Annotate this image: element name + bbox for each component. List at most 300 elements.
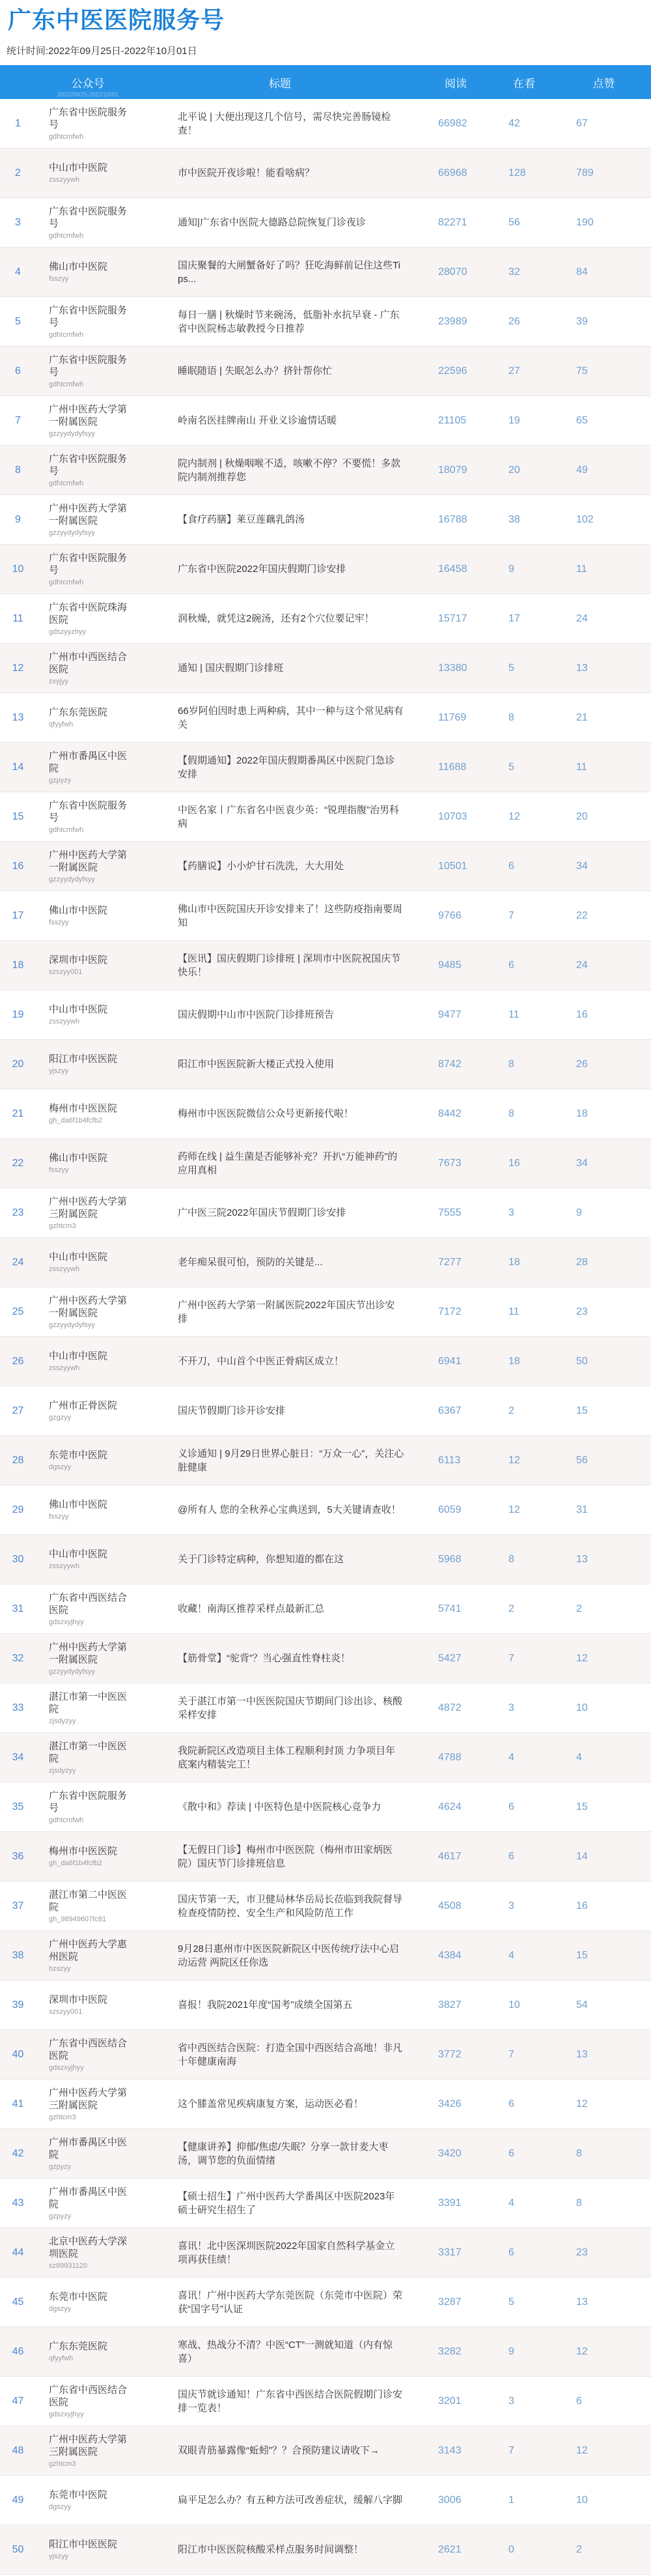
watching-count: 3 <box>508 2395 514 2407</box>
table-row <box>0 891 651 941</box>
title-cell <box>140 1404 420 1418</box>
watching-count: 42 <box>508 117 520 129</box>
watching-count: 11 <box>508 1306 519 1317</box>
likes-count: 15 <box>576 1949 588 1961</box>
account-name: 广州中医药大学第一附属医院 <box>49 849 128 873</box>
article-title-link[interactable]: 喜报！我院2021年度“国考”成绩全国第五 <box>178 1999 353 2011</box>
article-title-link[interactable]: 国庆聚餐的大闸蟹备好了吗？狂吃海鲜前记住这些Tips... <box>178 259 400 285</box>
title-cell <box>140 259 420 286</box>
title-cell <box>140 754 420 781</box>
account-cell <box>36 1790 140 1825</box>
likes-count: 39 <box>576 315 588 327</box>
table-row <box>0 149 651 198</box>
title-cell <box>140 1800 420 1814</box>
account-id: gdszxyjhyy <box>49 2410 84 2418</box>
row-rank: 13 <box>12 711 24 723</box>
table-row <box>0 1287 651 1337</box>
account-cell <box>36 304 140 339</box>
reads-count: 10501 <box>438 860 467 872</box>
reads-count: 3827 <box>438 1999 462 2011</box>
article-title-link[interactable]: 不开刀，中山首个中医正骨病区成立！ <box>178 1356 344 1367</box>
watching-count: 38 <box>508 513 520 525</box>
article-title-link[interactable]: 北平说 | 大便出现这几个信号，需尽快完善肠镜检查！ <box>178 111 391 136</box>
likes-count: 4 <box>576 1751 582 1763</box>
article-title-link[interactable]: 义诊通知 | 9月29日世界心脏日：“万众一心”，关注心脏健康 <box>178 1448 404 1473</box>
article-title-link[interactable]: 岭南名医挂牌南山 开业义诊逾情话暖 <box>178 415 337 426</box>
reads-count: 7555 <box>438 1207 462 1218</box>
account-id: qfyyfwh <box>49 2354 74 2362</box>
account-name: 广东省中医院服务号 <box>49 106 128 130</box>
account-id: gh_da6f1b4fcfb2 <box>49 1859 102 1867</box>
title-cell <box>140 2190 420 2217</box>
watching-count: 9 <box>508 2345 514 2357</box>
reads-count: 9766 <box>438 909 462 921</box>
article-title-link[interactable]: 市中医院开夜诊啦！能看啥病？ <box>178 167 315 179</box>
likes-count: 23 <box>576 1306 588 1317</box>
reads-count: 3391 <box>438 2197 462 2209</box>
account-id: gzzyydydyfsyy <box>49 429 95 438</box>
article-title-link[interactable]: 我院新院区改造项目主体工程顺利封顶 力争项目年底案内精装完工！ <box>178 1745 396 1770</box>
table-row <box>0 2278 651 2327</box>
account-cell <box>36 1994 140 2016</box>
stat-period: 统计时间:2022年09月25日-2022年10月01日 <box>7 46 197 57</box>
table-row <box>0 990 651 1040</box>
row-rank: 19 <box>12 1009 24 1020</box>
title-cell <box>140 513 420 526</box>
article-title-link[interactable]: 【药膳说】小小炉甘石洗洗，大大用处 <box>178 861 344 872</box>
article-title-link[interactable]: 广州中医药大学第一附属医院2022年国庆节出诊安排 <box>178 1299 395 1324</box>
account-cell <box>36 1740 140 1775</box>
article-title-link[interactable]: 【硕士招生】广州中医药大学番禺区中医院2023年硕士研究生招生了 <box>178 2190 395 2216</box>
likes-count: 34 <box>576 860 588 872</box>
title-cell <box>140 704 420 732</box>
account-id: gzpyzy <box>49 2212 72 2220</box>
account-id: gdhtcmfwh <box>49 1816 84 1824</box>
article-title-link[interactable]: 【筋骨堂】“驼背”？当心强直性脊柱炎！ <box>178 1653 350 1664</box>
account-name: 北京中医药大学深圳医院 <box>49 2235 128 2259</box>
likes-count: 13 <box>576 2296 588 2308</box>
row-rank: 17 <box>12 909 24 921</box>
account-name: 广州市中西医结合医院 <box>49 651 128 675</box>
title-cell <box>140 110 420 137</box>
title-cell <box>140 1602 420 1616</box>
table-row <box>0 2030 651 2080</box>
article-title-link[interactable]: 每日一膳 | 秋燥时节来碗汤，低脂补水抗早衰 - 广东省中医院杨志敏教授今日推荐 <box>178 309 400 334</box>
account-id: gzzyydydyfsyy <box>49 1321 95 1329</box>
title-cell <box>140 1008 420 1022</box>
article-title-link[interactable]: 老年痴呆很可怕，预防的关键是... <box>178 1257 323 1268</box>
table-row <box>0 2327 651 2377</box>
table-row <box>0 1089 651 1139</box>
table-row <box>0 198 651 248</box>
header-likes: 点赞 <box>592 77 615 90</box>
table-row <box>0 1683 651 1733</box>
row-rank: 24 <box>12 1256 24 1268</box>
watching-count: 5 <box>508 2296 514 2308</box>
table-row <box>0 2525 651 2575</box>
table-row <box>0 99 651 149</box>
reads-count: 4384 <box>438 1949 462 1961</box>
account-cell <box>36 601 140 637</box>
account-name: 广州中医药大学惠州医院 <box>49 1938 128 1962</box>
title-cell <box>140 1942 420 1969</box>
likes-count: 12 <box>576 1652 588 1664</box>
account-name: 广州中医药大学第一附属医院 <box>49 502 128 526</box>
row-rank: 25 <box>12 1306 24 1317</box>
article-title-link[interactable]: 润秋燥，就凭这2碗汤，还有2个穴位要记牢！ <box>178 613 374 624</box>
likes-count: 56 <box>576 1454 588 1466</box>
watching-count: 6 <box>508 860 514 872</box>
account-cell <box>36 2037 140 2072</box>
article-title-link[interactable]: 阳江市中医医院核酸采样点服务时间调整！ <box>178 2544 364 2555</box>
title-cell <box>140 952 420 979</box>
watching-count: 17 <box>508 612 520 624</box>
article-title-link[interactable]: 寒战、热战分不清？中医“CT”一测就知道（内有惊喜） <box>178 2339 393 2364</box>
table-header <box>0 65 651 99</box>
watching-count: 1 <box>508 2494 514 2506</box>
account-name: 广州市正骨医院 <box>49 1400 118 1411</box>
row-rank: 6 <box>15 365 21 377</box>
account-name: 梅州市中医医院 <box>49 1103 118 1114</box>
row-rank: 10 <box>12 563 24 575</box>
account-id: gdszxyjhyy <box>49 2063 84 2072</box>
account-id: gdszyyzhyy <box>49 627 86 636</box>
account-id: gdszxyjhyy <box>49 1618 84 1626</box>
reads-count: 4508 <box>438 1900 462 1911</box>
account-name: 广东省中医院服务号 <box>49 205 128 229</box>
reads-count: 82271 <box>438 216 467 228</box>
article-title-link[interactable]: 收藏！南海区推荐采样点最新汇总 <box>178 1603 325 1614</box>
title-cell <box>140 364 420 378</box>
likes-count: 13 <box>576 1553 588 1565</box>
account-id: zsszyywh <box>49 1364 80 1372</box>
account-id: szszyy001 <box>49 968 83 976</box>
article-title-link[interactable]: 【食疗药膳】莱豆莲藕乳鸽汤 <box>178 514 305 525</box>
title-cell <box>140 1652 420 1665</box>
article-title-link[interactable]: 通知|广东省中医院大德路总院恢复门诊夜诊 <box>178 217 366 228</box>
row-rank: 1 <box>15 117 21 129</box>
watching-count: 3 <box>508 1207 514 1218</box>
reads-count: 3420 <box>438 2147 462 2159</box>
table-row <box>0 2377 651 2426</box>
table-row <box>0 941 651 990</box>
reads-count: 6059 <box>438 1504 462 1515</box>
row-rank: 32 <box>12 1652 24 1664</box>
account-cell <box>36 453 140 488</box>
title-cell <box>140 1150 420 1177</box>
table-row <box>0 248 651 297</box>
reads-count: 7673 <box>438 1157 462 1169</box>
reads-count: 6941 <box>438 1355 462 1367</box>
row-rank: 31 <box>12 1603 24 1614</box>
table-row <box>0 1931 651 1981</box>
reads-count: 5427 <box>438 1652 462 1664</box>
article-title-link[interactable]: 国庆节就诊通知！广东省中西医结合医院假期门诊安排一览表！ <box>178 2388 403 2414</box>
title-cell <box>140 2140 420 2168</box>
article-title-link[interactable]: 关于湛江市第一中医医院国庆节期间门诊出诊、核酸采样安排 <box>178 1695 403 1721</box>
row-rank: 37 <box>12 1900 24 1911</box>
row-rank: 49 <box>12 2494 24 2506</box>
row-rank: 29 <box>12 1504 24 1515</box>
likes-count: 26 <box>576 1058 588 1070</box>
account-id: gzhtcm3 <box>49 1222 76 1230</box>
row-rank: 15 <box>12 810 24 822</box>
account-id: gh_98949607fc81 <box>49 1915 107 1923</box>
likes-count: 9 <box>576 1207 582 1218</box>
article-title-link[interactable]: 院内制剂 | 秋燥咽喉不适，咳嗽不停？不要慌！多款院内制剂推荐您 <box>178 457 401 483</box>
watching-count: 4 <box>508 1751 514 1763</box>
table-row <box>0 792 651 842</box>
watching-count: 4 <box>508 1949 514 1961</box>
watching-count: 6 <box>508 1850 514 1862</box>
article-title-link[interactable]: 9月28日惠州市中医医院新院区中医传统疗法中心启动运营 两院区任你选 <box>178 1943 400 1968</box>
likes-count: 28 <box>576 1256 588 1268</box>
account-name: 中山市中医院 <box>49 1252 108 1263</box>
row-rank: 45 <box>12 2296 24 2308</box>
account-name: 广州市番禺区中医院 <box>49 2186 128 2210</box>
account-cell <box>36 2340 140 2363</box>
reads-count: 21105 <box>438 414 467 426</box>
reads-count: 2621 <box>438 2543 462 2555</box>
article-title-link[interactable]: 国庆假期中山市中医院门诊排班预告 <box>178 1009 335 1020</box>
account-name: 广东省中医院服务号 <box>49 552 128 576</box>
article-title-link[interactable]: 药师在线 | 益生菌是否能够补充？开扒“万能神药”的应用真相 <box>178 1151 398 1176</box>
article-title-link[interactable]: 广东省中医院2022年国庆假期门诊安排 <box>178 564 346 575</box>
reads-count: 7172 <box>438 1306 462 1317</box>
article-title-link[interactable]: 梅州市中医医院微信公众号更新接代啦！ <box>178 1108 354 1119</box>
watching-count: 128 <box>508 167 526 179</box>
row-rank: 26 <box>12 1355 24 1367</box>
table-row <box>0 842 651 891</box>
article-title-link[interactable]: 【无假日门诊】梅州市中医医院（梅州市田家炳医院）国庆节门诊排班信息 <box>178 1844 393 1869</box>
article-title-link[interactable]: 【假期通知】2022年国庆假期番禺区中医院门急诊安排 <box>178 754 395 780</box>
likes-count: 14 <box>576 1850 588 1862</box>
account-id: gzpyzy <box>49 776 72 784</box>
watching-count: 8 <box>508 711 514 723</box>
article-title-link[interactable]: 66岁阿伯因时患上两种病，其中一种与这个常见病有关 <box>178 705 404 730</box>
watching-count: 32 <box>508 266 520 278</box>
account-cell <box>36 1548 140 1571</box>
watching-count: 10 <box>508 1999 520 2011</box>
row-rank: 44 <box>12 2246 24 2258</box>
article-title-link[interactable]: 通知 | 国庆假期门诊排班 <box>178 663 284 674</box>
article-title-link[interactable]: 省中西医结合医院：打造全国中西医结合高地！非凡十年健康南海 <box>178 2042 403 2067</box>
reads-count: 16788 <box>438 513 467 525</box>
watching-count: 3 <box>508 1702 514 1713</box>
reads-count: 3426 <box>438 2098 462 2110</box>
account-cell <box>36 1399 140 1422</box>
account-id: gzpyzy <box>49 2162 72 2171</box>
watching-count: 12 <box>508 810 520 822</box>
watching-count: 6 <box>508 2147 514 2159</box>
row-rank: 23 <box>12 1207 24 1218</box>
account-cell <box>36 651 140 686</box>
article-title-link[interactable]: 关于门诊特定病种，你想知道的都在这 <box>178 1554 344 1565</box>
row-rank: 8 <box>15 464 21 476</box>
likes-count: 15 <box>576 1405 588 1416</box>
watching-count: 20 <box>508 464 520 476</box>
article-title-link[interactable]: @所有人 您的全秋养心宝典送到，5大关键请查收！ <box>178 1504 401 1515</box>
account-name: 佛山市中医院 <box>49 1152 108 1164</box>
reads-count: 13380 <box>438 662 467 674</box>
row-rank: 40 <box>12 2048 24 2060</box>
likes-count: 31 <box>576 1504 588 1515</box>
account-cell <box>36 2384 140 2419</box>
article-title-link[interactable]: 中医名家丨广东省名中医袁少英：“锐理指腹”治男科病 <box>178 804 399 829</box>
likes-count: 65 <box>576 414 588 426</box>
title-cell <box>140 2388 420 2415</box>
header-account: 公众号 <box>71 77 105 90</box>
account-cell <box>36 261 140 283</box>
table-row <box>0 2080 651 2129</box>
account-cell <box>36 1498 140 1521</box>
reads-count: 3317 <box>438 2246 462 2258</box>
title-cell <box>140 1447 420 1474</box>
article-title-link[interactable]: 【健康讲养】抑郁/焦虑/失眠？分享一款甘麦大枣汤，调节您的负面情绪 <box>178 2141 389 2166</box>
row-rank: 27 <box>12 1405 24 1416</box>
account-id: yjszyy <box>49 1067 68 1075</box>
article-title-link[interactable]: 喜讯！北中医深圳医院2022年国家自然科学基金立项再获佳绩！ <box>178 2240 395 2265</box>
account-cell <box>36 552 140 587</box>
account-cell <box>36 2489 140 2512</box>
account-id: dgszyy <box>49 2305 72 2313</box>
watching-count: 12 <box>508 1504 520 1515</box>
account-cell <box>36 1938 140 1973</box>
table-row <box>0 1981 651 2030</box>
table-row <box>0 2476 651 2525</box>
account-cell <box>36 799 140 835</box>
row-rank: 2 <box>15 167 21 179</box>
likes-count: 22 <box>576 909 588 921</box>
account-id: gdhtcmfwh <box>49 380 84 388</box>
reads-count: 18079 <box>438 464 467 476</box>
reads-count: 6113 <box>438 1454 461 1466</box>
likes-count: 24 <box>576 959 588 971</box>
account-id: gdhtcmfwh <box>49 132 84 141</box>
account-name: 阳江市中医医院 <box>49 1053 118 1065</box>
account-cell <box>36 502 140 537</box>
table-row <box>0 446 651 495</box>
table-row <box>0 1782 651 1832</box>
table-row <box>0 545 651 594</box>
row-rank: 4 <box>15 266 21 278</box>
likes-count: 789 <box>576 167 594 179</box>
row-rank: 5 <box>15 315 21 327</box>
article-title-link[interactable]: 双眼青筋暴露像“蚯蚓”？？合预防建议请收下→ <box>178 2445 380 2456</box>
table-row <box>0 297 651 347</box>
account-id: zjsdyzyy <box>49 1717 76 1725</box>
likes-count: 11 <box>576 563 587 575</box>
watching-count: 8 <box>508 1058 514 1070</box>
title-cell <box>140 457 420 484</box>
title-cell <box>140 1057 420 1071</box>
title-cell <box>140 308 420 336</box>
account-name: 广州中医药大学第三附属医院 <box>49 1195 128 1220</box>
account-name: 广州中医药大学第三附属医院 <box>49 2087 128 2111</box>
account-name: 梅州市中医医院 <box>49 1846 118 1857</box>
article-title-link[interactable]: 佛山市中医院国庆开诊安排来了！这些防疫指南要周知 <box>178 903 403 928</box>
title-cell <box>140 1206 420 1220</box>
article-title-link[interactable]: 【医讯】国庆假期门诊排班 | 深圳市中医院祝国庆节快乐！ <box>178 952 401 978</box>
table-row <box>0 1634 651 1683</box>
likes-count: 10 <box>576 2494 588 2506</box>
article-title-link[interactable]: 广中医三院2022年国庆节假期门诊安排 <box>178 1207 346 1218</box>
title-cell <box>140 2493 420 2507</box>
reads-count: 23989 <box>438 315 467 327</box>
row-rank: 22 <box>12 1157 24 1169</box>
article-title-link[interactable]: 国庆节假期门诊开诊安排 <box>178 1405 286 1416</box>
account-name: 广东省中医院服务号 <box>49 799 128 823</box>
title-cell <box>140 562 420 576</box>
reads-count: 3287 <box>438 2296 462 2308</box>
likes-count: 75 <box>576 365 588 377</box>
account-cell <box>36 1691 140 1726</box>
reads-count: 3282 <box>438 2345 462 2357</box>
account-id: gdhtcmfwh <box>49 825 84 834</box>
reads-count: 11769 <box>438 711 467 723</box>
account-cell <box>36 162 140 184</box>
account-id: gh_da6f1b4fcfb2 <box>49 1117 102 1124</box>
reads-count: 3772 <box>438 2048 462 2060</box>
account-name: 广州市番禺区中医院 <box>49 750 128 774</box>
account-id: gdhtcmfwh <box>49 231 84 240</box>
table-row <box>0 1238 651 1287</box>
table-row <box>0 1337 651 1386</box>
row-rank: 9 <box>15 513 21 525</box>
account-name: 广东省中医院服务号 <box>49 304 128 328</box>
account-id: yjszyy <box>49 2553 68 2560</box>
article-title-link[interactable]: 喜讯！广州中医药大学东莞医院（东莞市中医院）荣获“国字号”认证 <box>178 2289 403 2315</box>
table-row <box>0 1882 651 1931</box>
account-name: 湛江市第一中医医院 <box>49 1740 128 1764</box>
article-title-link[interactable]: 扁平足怎么办？有五种方法可改善症状，缓解八字脚 <box>178 2495 403 2506</box>
account-name: 湛江市第二中医医院 <box>49 1889 128 1913</box>
likes-count: 34 <box>576 1157 588 1169</box>
title-cell <box>140 859 420 873</box>
account-name: 东莞市中医院 <box>49 1450 108 1461</box>
account-id: gzzyydydyfsyy <box>49 875 95 883</box>
account-cell <box>36 2538 140 2561</box>
title-cell <box>140 2097 420 2111</box>
article-title-link[interactable]: 国庆节第一天，市卫健局林华岳局长莅临到我院督导检查疫情防控、安全生产和风险防范工作 <box>178 1893 403 1919</box>
account-id: zsszyywh <box>49 1018 80 1025</box>
article-title-link[interactable]: 这个膝盖常见疾病康复方案，运动医必看！ <box>178 2098 364 2110</box>
likes-count: 13 <box>576 2048 588 2060</box>
account-id: gzzyydydyfsyy <box>49 1667 95 1676</box>
account-name: 广州中医药大学第三附属医院 <box>49 2433 128 2457</box>
account-cell <box>36 904 140 927</box>
article-title-link[interactable]: 阳江市中医医院新大楼正式投入使用 <box>178 1059 335 1070</box>
watching-count: 18 <box>508 1256 520 1268</box>
reads-count: 4788 <box>438 1751 462 1763</box>
likes-count: 21 <box>576 711 588 723</box>
title-cell <box>140 2444 420 2457</box>
account-id: szszyy001 <box>49 2008 83 2016</box>
account-name: 广州市番禺区中医院 <box>49 2136 128 2160</box>
title-cell <box>140 2041 420 2068</box>
title-cell <box>140 612 420 625</box>
watching-count: 5 <box>508 761 514 773</box>
article-title-link[interactable]: 睡眠随语 | 失眠怎么办？挤针帮你忙 <box>178 365 333 377</box>
title-cell <box>140 1893 420 1920</box>
account-name: 佛山市中医院 <box>49 1499 108 1510</box>
title-cell <box>140 1744 420 1771</box>
account-cell <box>36 849 140 884</box>
likes-count: 12 <box>576 2098 588 2110</box>
title-cell <box>140 1843 420 1870</box>
table-row <box>0 1386 651 1436</box>
article-title-link[interactable]: 《散中和》荐读 | 中医特色是中医院核心竞争力 <box>178 1801 381 1812</box>
